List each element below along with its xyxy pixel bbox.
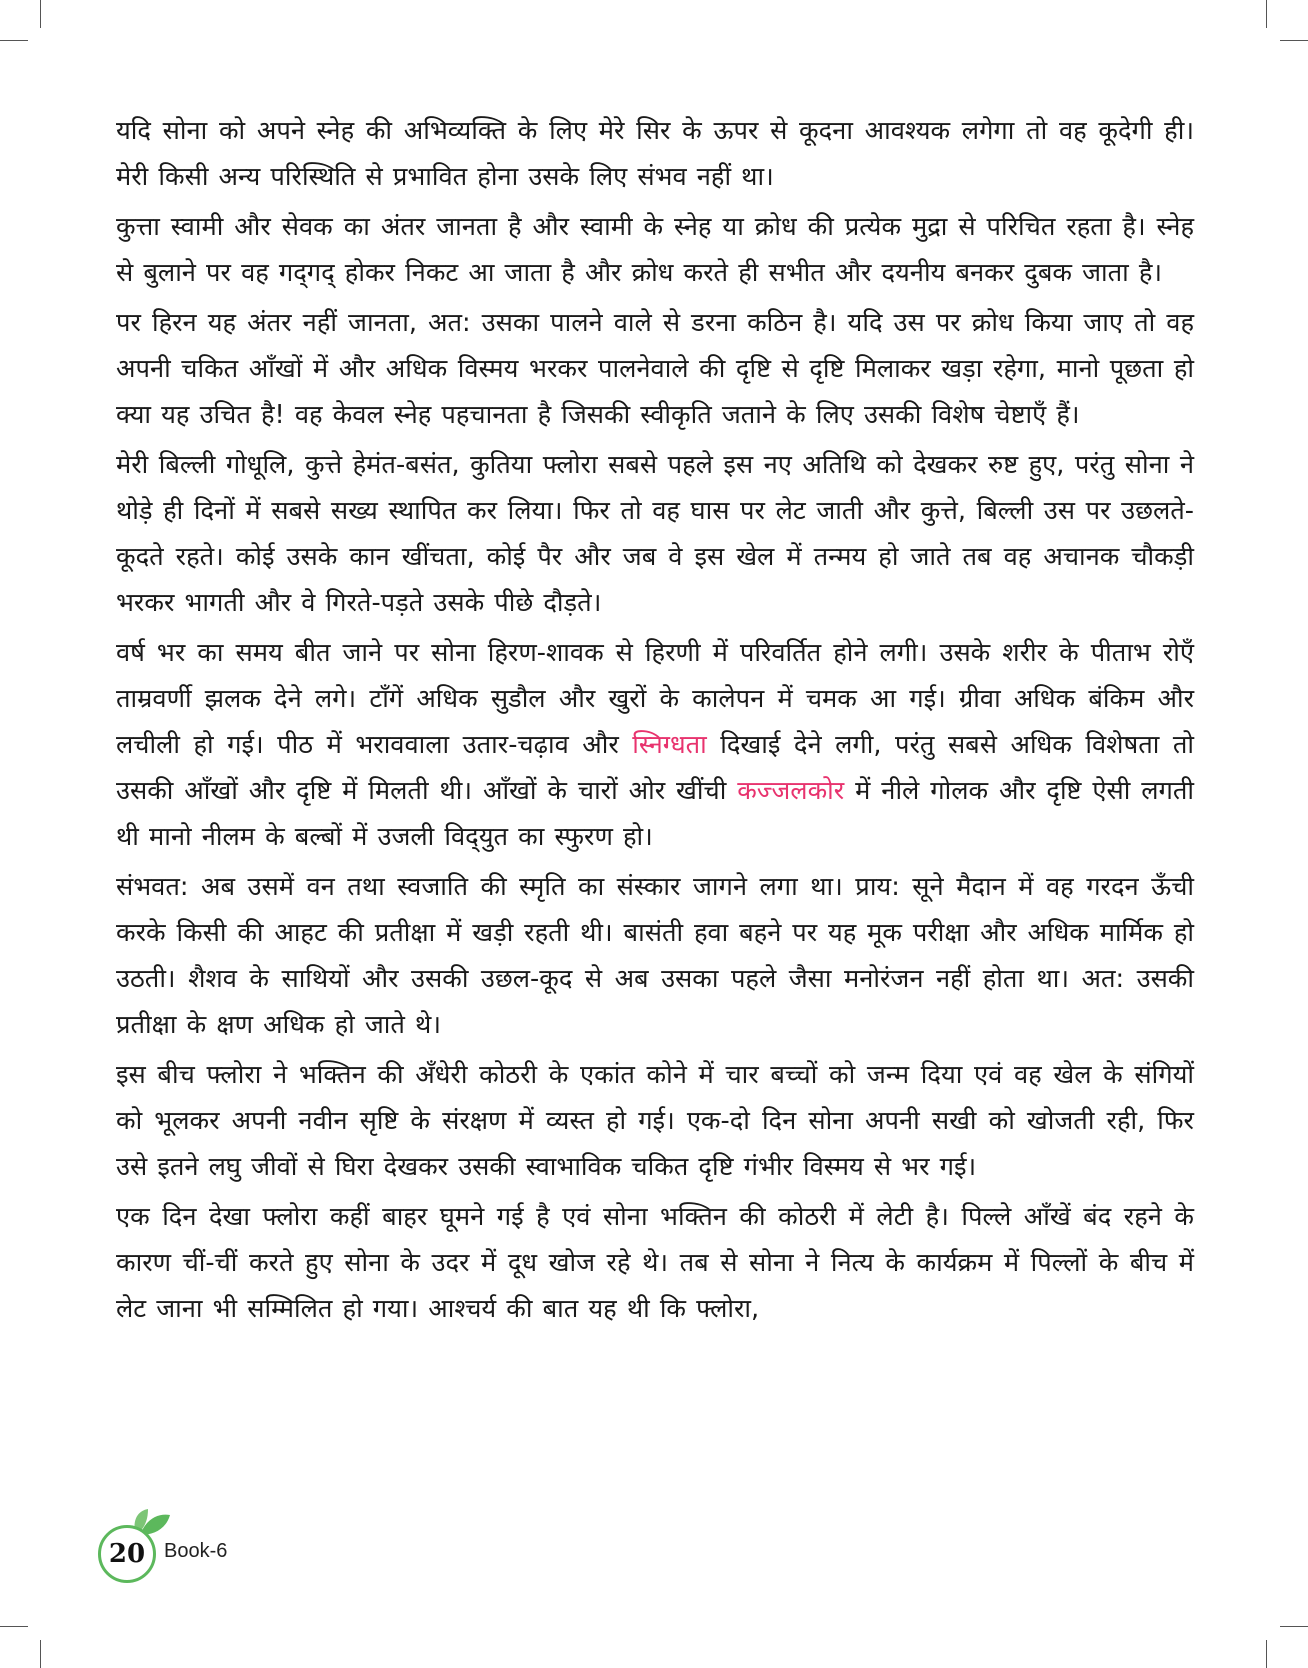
crop-mark-top-left-v (40, 0, 41, 28)
crop-mark-bottom-right-v (1266, 1640, 1267, 1668)
paragraph: पर हिरन यह अंतर नहीं जानता, अत: उसका पालने वाले से डरना कठिन है। यदि उस पर क्रोध किया जाए तो वह अपनी चकित आँखों में और अधिक विस्मय भरकर पालनेवाले की दृष्टि से दृष्टि मिलाकर खड़ा रहेगा, मानो पूछता हो क्या यह उचित है! वह केवल स्नेह पहचानता है जिसकी स्वीकृति जताने के लिए उसकी विशेष चेष्टाएँ हैं। (116, 308, 1194, 430)
crop-mark-bottom-left-v (40, 1640, 41, 1668)
body-text (116, 108, 1194, 1336)
paragraph: संभवत: अब उसमें वन तथा स्वजाति की स्मृति का संस्कार जागने लगा था। प्राय: सूने मैदान में वह गरदन ऊँची करके किसी की आहट की प्रतीक्षा में खड़ी रहती थी। बासंती हवा बहने पर यह मूक परीक्षा और अधिक मार्मिक हो उठती। शैशव के साथियों और उसकी उछल-कूद से अब उसका पहले जैसा मनोरंजन नहीं होता था। अत: उसकी प्रतीक्षा के क्षण अधिक हो जाते थे। (116, 872, 1194, 1040)
highlighted-word-kajjalkor: कज्जलकोर (737, 776, 845, 806)
crop-mark-top-right-h (1280, 40, 1308, 41)
paragraph: इस बीच फ्लोरा ने भक्तिन की अँधेरी कोठरी के एकांत कोने में चार बच्चों को जन्म दिया एवं वह खेल के संगियों को भूलकर अपनी नवीन सृष्टि के संरक्षण में व्यस्त हो गई। एक-दो दिन सोना अपनी सखी को खोजती रही, फिर उसे इतने लघु जीवों से घिरा देखकर उसकी स्वाभाविक चकित दृष्टि गंभीर विस्मय से भर गई। (116, 1060, 1194, 1182)
highlighted-word-snigdhata: स्निग्धता (632, 730, 707, 760)
paragraph: एक दिन देखा फ्लोरा कहीं बाहर घूमने गई है एवं सोना भक्तिन की कोठरी में लेटी है। पिल्ले आँखें बंद रहने के कारण चीं-चीं करते हुए सोना के उदर में दूध खोज रहे थे। तब से सोना ने नित्य के कार्यक्रम में पिल्लों के बीच में लेट जाना भी सम्मिलित हो गया। आश्चर्य की बात यह थी कि फ्लोरा, (116, 1202, 1194, 1324)
crop-mark-top-right-v (1266, 0, 1267, 28)
page-number: 20 (108, 1539, 146, 1569)
paragraph: मेरी बिल्ली गोधूलि, कुत्ते हेमंत-बसंत, कुतिया फ्लोरा सबसे पहले इस नए अतिथि को देखकर रुष्ट हुए, परंतु सोना ने थोड़े ही दिनों में सबसे सख्य स्थापित कर लिया। फिर तो वह घास पर लेट जाती और कुत्ते, बिल्ली उस पर उछलते-कूदते रहते। कोई उसके कान खींचता, कोई पैर और जब वे इस खेल में तन्मय हो जाते तब वह अचानक चौकड़ी भरकर भागती और वे गिरते-पड़ते उसके पीछे दौड़ते। (116, 450, 1194, 618)
book-label: Book-6 (164, 1540, 228, 1562)
crop-mark-bottom-right-h (1280, 1626, 1308, 1627)
crop-mark-top-left-h (0, 40, 28, 41)
crop-mark-bottom-left-h (0, 1626, 28, 1627)
paragraph: वर्ष भर का समय बीत जाने पर सोना हिरण-शावक से हिरणी में परिवर्तित होने लगी। उसके शरीर के पीताभ रोएँ ताम्रवर्णी झलक देने लगे। टाँगें अधिक सुडौल और खुरों के कालेपन में चमक आ गई। ग्रीवा अधिक बंकिम और लचीली हो गई। पीठ में भराववाला उतार-चढ़ाव और स्निग्धता दिखाई देने लगी, परंतु सबसे अधिक विशेषता तो उसकी आँखों और दृष्टि में मिलती थी। आँखों के चारों ओर खींची कज्जलकोर में नीले गोलक और दृष्टि ऐसी लगती थी मानो नीलम के बल्बों में उजली विद्‌युत का स्फुरण हो। (116, 638, 1195, 852)
page-footer (98, 1515, 298, 1595)
paragraph: यदि सोना को अपने स्नेह की अभिव्यक्ति के लिए मेरे सिर के ऊपर से कूदना आवश्यक लगेगा तो वह कूदेगी ही। मेरी किसी अन्य परिस्थिति से प्रभावित होना उसके लिए संभव नहीं था। (116, 116, 1194, 192)
paragraph: कुत्ता स्वामी और सेवक का अंतर जानता है और स्वामी के स्नेह या क्रोध की प्रत्येक मुद्रा से परिचित रहता है। स्नेह से बुलाने पर वह गद्‌गद्‌ होकर निकट आ जाता है और क्रोध करते ही सभीत और दयनीय बनकर दुबक जाता है। (116, 212, 1194, 288)
